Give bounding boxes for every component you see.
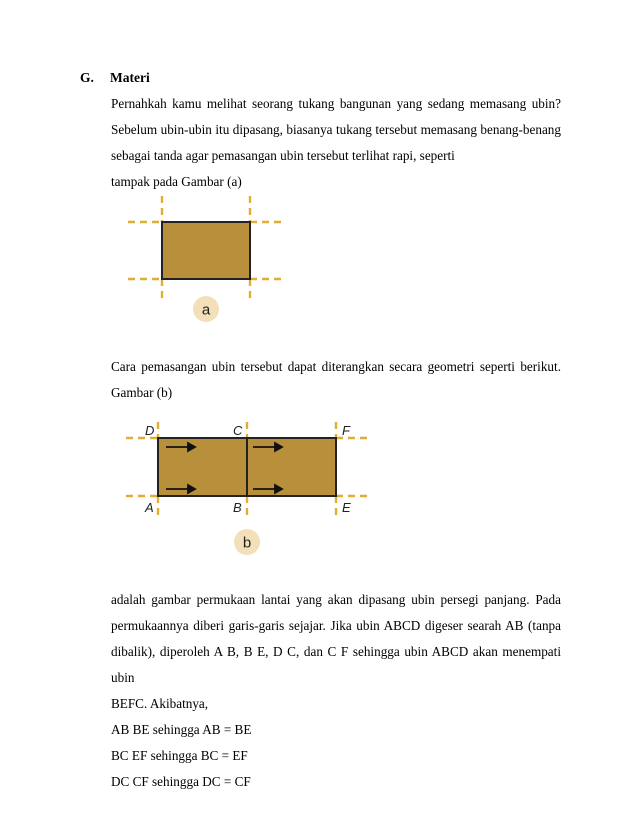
figure-a [120, 190, 290, 330]
explanation-line: permukaannya diberi garis-garis sejajar. Jika ubin ABCD digeser searah AB (tanpa [111, 618, 561, 633]
explanation-line: BEFC. Akibatnya, [111, 696, 209, 711]
section-heading [80, 70, 150, 86]
badge-a-label: a [201, 301, 211, 319]
intro-line: sebagai tanda agar pemasangan ubin tersebut terlihat rapi, seperti [111, 148, 455, 163]
point-f-label: F [342, 423, 350, 438]
point-b-label: B [233, 500, 242, 515]
intro-line: Pernahkah kamu melihat seorang tukang bangunan yang sedang memasang ubin? [111, 96, 561, 111]
figure-b-drawing [120, 400, 380, 560]
result-line: BC EF sehingga BC = EF [111, 748, 248, 763]
middle-paragraph [111, 354, 561, 406]
intro-line: tampak pada Gambar (a) [111, 174, 242, 189]
explanation-line: dibalik), diperoleh A B, B E, D C, dan C F sehingga ubin ABCD akan menempati ubin [111, 644, 561, 685]
intro-line: Sebelum ubin-ubin itu dipasang, biasanya tukang tersebut memasang benang-benang [111, 122, 561, 137]
point-d-label: D [145, 423, 155, 438]
figure-b [120, 400, 380, 560]
intro-paragraph [111, 91, 561, 195]
middle-line: Gambar (b) [111, 385, 173, 400]
explanation-line: adalah gambar permukaan lantai yang akan dipasang ubin persegi panjang. Pada [111, 592, 561, 607]
badge-b-label: b [242, 534, 252, 552]
middle-line: Cara pemasangan ubin tersebut dapat diterangkan secara geometri seperti berikut. [111, 359, 561, 374]
result-line: DC CF sehingga DC = CF [111, 774, 251, 789]
point-a-label: A [145, 500, 154, 515]
section-title: Materi [110, 70, 150, 85]
explanation-paragraph [111, 587, 561, 795]
section-number: G. [80, 70, 94, 85]
result-line: AB BE sehingga AB = BE [111, 722, 252, 737]
tile-rect [162, 222, 250, 279]
figure-a-drawing [120, 190, 290, 330]
point-e-label: E [342, 500, 351, 515]
point-c-label: C [233, 423, 243, 438]
